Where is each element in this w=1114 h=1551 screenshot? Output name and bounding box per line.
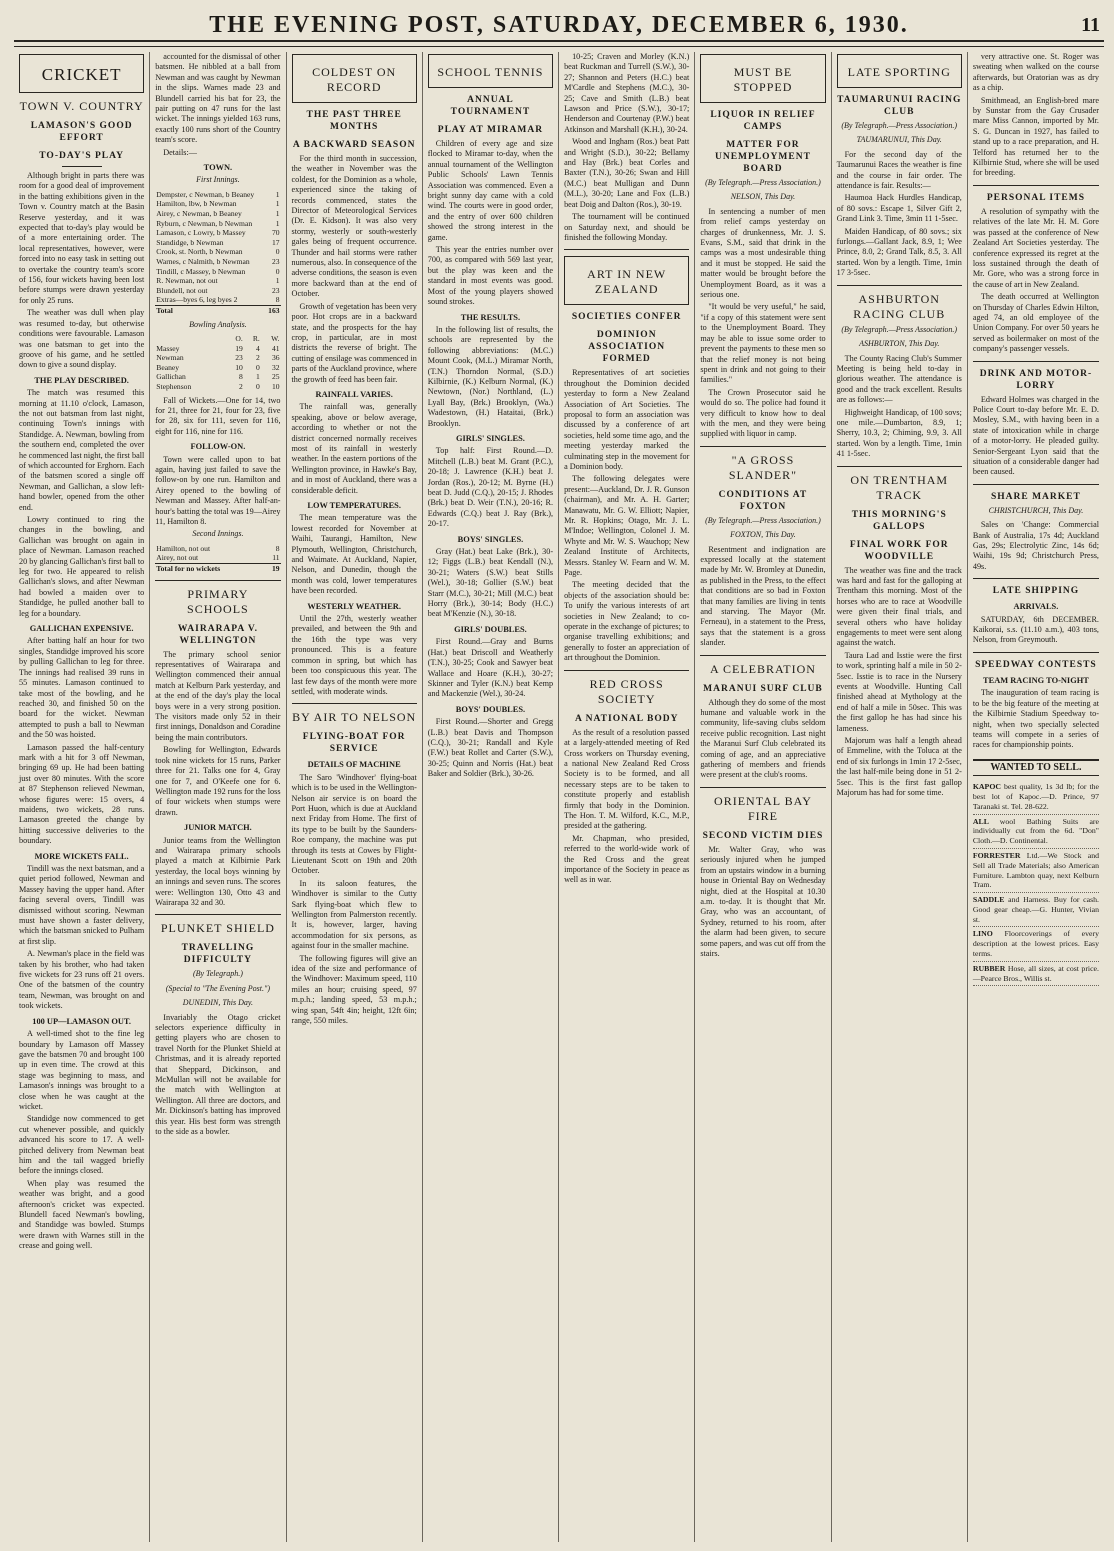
subheadline: THE PAST THREE MONTHS <box>306 110 402 132</box>
section-heading: GIRLS' SINGLES. <box>455 433 525 443</box>
divider <box>700 787 825 788</box>
classifieds-heading: WANTED TO SELL. <box>973 759 1099 776</box>
telegraph-credit: (By Telegraph.—Press Association.) <box>705 515 821 525</box>
table-cell: Gallichan <box>156 372 186 382</box>
section-heading: THE RESULTS. <box>460 312 521 322</box>
table-cell: 1 <box>275 276 280 286</box>
dateline: FOXTON, This Day. <box>730 530 796 540</box>
paragraph: A resolution of sympathy with the relatives of the late Mr. H. M. Gore was passed at the conference of New Zealand Art Societies yesterday. The conference expressed its regret at the loss sustained through the death of Mr. Gore, who was a strong force in the cause of art in New Zealand. <box>972 206 1099 289</box>
total-value: 19 <box>265 564 281 574</box>
paragraph: The Crown Prosecutor said he would do so. The police had found it very difficult to know how to deal with the men, and they were being supplied with liquor in camp. <box>700 387 826 439</box>
headline: COLDEST ON RECORD <box>312 65 397 94</box>
headline: ON TRENTHAM TRACK <box>850 472 949 502</box>
article-personal-items <box>973 192 1099 355</box>
ad-keyword: SADDLE <box>972 895 1009 905</box>
telegraph-credit: (By Telegraph.—Press Association.) <box>705 178 821 187</box>
paragraph: Invariably the Otago cricket selectors experience difficulty in getting players who are chosen to travel North for the Plunket Shield at Christmas, and it is already reported that Sheppard, Dickinson, and McMullan will not be available for the match with Wellington at Wellington. All three are doctors, and Mr. Dickinson's batting has improved this year. His best form was strength to the side as a bowler. <box>155 1012 281 1137</box>
paragraph: In its saloon features, the Windhover is similar to the Cutty Sark flying-boat which flew to Wellington from Palmerston recently. It is, however, larger, having accommodation for six persons, as against four in the smaller machine. <box>291 878 417 951</box>
table-cell: Hamilton, lbw, b Newman <box>156 199 237 209</box>
table-cell: 23 <box>235 353 243 363</box>
column-5 <box>559 52 695 1542</box>
table-cell: 23 <box>271 257 280 267</box>
scorecard-row <box>155 219 280 229</box>
subheadline: TRAVELLING DIFFICULTY <box>181 943 255 966</box>
paragraph: Majorum was half a length ahead of Emmeline, with the Toluca at the end of six furlongs in 1min 17 2-5sec, the last half-mile being done in 51 2-5sec. This is the first fast gallop Majorum has had for some time. <box>836 736 962 798</box>
paragraph: The rainfall was, generally speaking, above or below average, according to whether or not the district concerned normally receives most of its rainfall in westerly weather. In the eastern portions of the Wellington province, in Hawke's Bay, and in most of Auckland, there was a considerable deficit. <box>291 402 417 495</box>
article-must-be-stopped <box>700 54 825 440</box>
subheadline: WAIRARAPA V. WELLINGTON <box>177 623 258 646</box>
paragraph: Resentment and indignation are expressed locally at the statement made by Mr. W. Bromley at Dunedin, as published in the Press, to the effect that conditions are so bad in Foxton that many families are living in tents and starving. The Mayor (Mr. Ferneau), in a statement to the Press, says that the statement is a gross slander. <box>700 544 826 648</box>
paragraph: As the result of a resolution passed at a largely-attended meeting of Red Cross workers on Thursday evening, a national New Zealand Red Cross Society is to be formed, and all necessary steps are to be taken to constitute properly and establish firmly that body in the Dominion. The Hon. T. M. Wilford, K.C., M.P., presided at the gathering. <box>564 727 690 831</box>
headline: ORIENTAL BAY FIRE <box>714 793 812 823</box>
article-late-sporting <box>837 54 962 279</box>
innings-label: Second Innings. <box>192 529 244 539</box>
table-cell: 2 <box>256 353 260 363</box>
section-heading: THE PLAY DESCRIBED. <box>34 375 129 385</box>
divider <box>973 484 1099 485</box>
subheadline: FINAL WORK FOR WOODVILLE <box>849 539 949 562</box>
paragraph: Although they do some of the most humane and valuable work in the community, life-saving clubs seldom receive public recognition. Last night the Maranui Surf Club celebrated its coming of age, and an appreciative gathering of members and friends were present at the club's rooms. <box>700 697 826 780</box>
headline: LATE SPORTING <box>847 65 951 79</box>
headline-box <box>564 256 689 305</box>
headline: SCHOOL TENNIS <box>437 65 544 79</box>
paragraph: SATURDAY, 6th DECEMBER. Kaikorai, s.s. (11.10 a.m.), 403 tons, Nelson, from Greymouth. <box>972 614 1099 645</box>
divider <box>973 185 1099 186</box>
paragraph: In the following list of results, the schools are represented by the following abbreviations: (M.C.) Mount Cook, (M.L.) Miramar North, (T.N.) Thorndon Normal, (S.D.) Kilbirnie, (K.) Kelburn Normal, (K.) Newtown, (Nor.) Northland, (L.) Lyall Bay, (Brk.) Brooklyn, (Wa.) Wadestown, (H.) Hataitai, (Brk.) Brooklyn. <box>427 324 554 428</box>
table-cell: Newman <box>156 353 184 363</box>
subheadline: PLAY AT MIRAMAR <box>437 125 544 135</box>
article-trentham-track <box>837 473 962 799</box>
divider <box>973 361 1099 362</box>
table-cell: 19 <box>235 343 243 353</box>
section-heading: BOYS' DOUBLES. <box>455 704 526 714</box>
section-heading: GIRLS' DOUBLES. <box>454 624 527 634</box>
subheadline: MATTER FOR UNEMPLOYMENT BOARD <box>715 140 811 174</box>
paragraph: The inauguration of team racing is to be the big feature of the meeting at the Kilbirnie Stadium Speedway to-night, when two specially selected teams will compete in a series of races for championship points. <box>972 688 1099 750</box>
paragraph: Top half: First Round.—D. Mitchell (L.B.) beat M. Grant (P.C.), 20-18; J. Lawrence (K.H.) beat J. Jordan (Ros.), 20-12; M. Byrne (H.) beat D. Judd (C.Q.), 20-15; J. Rhodes (Brk.) beat D. Weir (T.N.), 20-16; R. Edwards (C.Q.) beat J. Ray (Brk.), 20-17. <box>427 446 554 529</box>
paragraph: The weather was dull when play was resumed to-day, but otherwise conditions were favourable. Lamason was one batsman to get into the groove of his game, and he settled down to give a sound display. <box>19 308 145 370</box>
innings-label: First Innings. <box>196 175 240 185</box>
table-cell: 0 <box>256 381 260 391</box>
subheadline: MARANUI SURF CLUB <box>703 683 823 694</box>
table-header-cell: O. <box>235 334 243 343</box>
article-coldest-on-record <box>292 54 417 697</box>
divider <box>700 655 825 656</box>
paragraph: Haumoa Hack Hurdles Handicap, of 80 sovs.: Escape 1, Silver Gift 2, Grand Link 3. Time, 3min 11 1-5sec. <box>836 193 962 224</box>
headline: DRINK AND MOTOR-LORRY <box>979 368 1093 391</box>
table-cell: 8 <box>275 295 280 305</box>
subheadline: TO-DAY'S PLAY <box>39 151 124 161</box>
paragraph: Details:— <box>163 147 197 157</box>
subheadline: TOWN V. COUNTRY <box>19 99 144 113</box>
subheadline: SECOND VICTIM DIES <box>702 830 824 841</box>
paragraph: Lamason passed the half-century mark with a hit for 3 off Newman, bringing 69 up. He had been batting just over 80 minutes. With the score at 87 Stephenson relieved Newman, whose figures were: 15 overs, 4 maidens, two wickets, 28 runs. Lamason greeted the change by hitting successive deliveries to the boundary. <box>19 742 145 846</box>
table-cell: Ryburn, c Newman, b Newman <box>156 218 253 228</box>
article-drink-and-motor-lorry <box>973 368 1099 478</box>
scorecard-table <box>155 190 280 316</box>
table-cell: 4 <box>256 343 260 353</box>
section-heading: JUNIOR MATCH. <box>184 823 252 833</box>
paragraph: For the second day of the Taumarunui Races the weather is fine and the course in fair order. The attendance is fair. Results:— <box>836 149 962 191</box>
divider <box>973 652 1099 653</box>
ad-text: Floorcoverings of every description at the lowest prices. Easy terms. <box>972 929 1099 959</box>
telegraph-credit: (Special to "The Evening Post.") <box>165 983 271 993</box>
paragraph: In sentencing a number of men from relief camps yesterday on charges of drunkenness, Mr. J. S. Evans, S.M., said that drink in the camps was a most undesirable thing and it must be stopped. He said the matter would be brought before the Unemployment Board, as it was a serious one. <box>700 206 826 300</box>
section-heading: WESTERLY WEATHER. <box>307 601 401 611</box>
section-heading: LOW TEMPERATURES. <box>307 501 401 510</box>
subheadline: FLYING-BOAT FOR SERVICE <box>302 732 406 755</box>
column-2 <box>150 52 286 1542</box>
scorecard-row <box>155 228 280 238</box>
paragraph: Junior teams from the Wellington and Wairarapa primary schools played a match at Kilbirnie Park yesterday, the local boys winning by an innings and seven runs. The scores were: Wellington 130, Otto 43 and Wairarapa 32 and 30. <box>155 835 281 907</box>
headline: CRICKET <box>41 65 122 84</box>
scorecard-row <box>155 276 280 286</box>
classified-ad <box>973 927 1099 961</box>
article-cricket <box>19 54 144 1252</box>
divider <box>837 285 962 286</box>
scorecard-row <box>155 238 280 248</box>
bowling-row <box>155 344 280 354</box>
paragraph: For the third month in succession, the weather in November was the coldest, for the Dominion as a whole, experienced since the taking of records commenced, states the Director of Meteorological Services (Dr. E. Kidson). It was also very stormy, westerly or south-westerly gales being of frequent occurrence. Thunder and hail storms were rather numerous, also. In consequence of the adverse conditions, the season is even more backward than at the end of October. <box>291 154 417 299</box>
subheadline: THIS MORNING'S GALLOPS <box>851 509 947 532</box>
subheadline: TAUMARUNUI RACING CLUB <box>837 95 962 117</box>
paragraph: Standidge now commenced to get cut whenever possible, and quickly advanced his score to 17. A well-pitched delivery from Newman beat him and the tail wagged briefly before the innings closed. <box>19 1114 145 1176</box>
table-cell: 36 <box>271 353 280 363</box>
scorecard-row <box>155 553 280 563</box>
table-cell: 8 <box>275 543 280 553</box>
divider <box>564 670 689 671</box>
headline-box <box>700 54 825 103</box>
dateline: TAUMARUNUI, This Day. <box>856 135 942 145</box>
table-cell: Stephenson <box>156 381 192 391</box>
table-cell: 1 <box>275 209 280 219</box>
headline: SPEEDWAY CONTESTS <box>975 659 1097 670</box>
headline: ART IN NEW ZEALAND <box>587 267 667 297</box>
table-cell: 2 <box>238 381 243 391</box>
column-3 <box>287 52 423 1542</box>
bowling-table <box>155 334 280 392</box>
paragraph: Until the 27th, westerly weather prevailed, and between the 9th and the 16th the type was very pronounced. This is a feature common in spring, but which has been too conspicuous this year. The last few days of the month were more settled, with moderate winds. <box>291 614 417 696</box>
paragraph: accounted for the dismissal of other batsmen. He nibbled at a ball from Newman and was caught by Newman in the slips. Warnes made 23 and Blundell carried his bat for 23, the pair putting on 47 runs for the last wicket. The innings yielded 163 runs, exactly 100 runs short of the Country team's score. <box>155 52 281 145</box>
divider <box>700 446 825 447</box>
table-cell: Blundell, not out <box>156 285 208 295</box>
paragraph: Taura Lad and Isstie were the first to work, sprinting half a mile in 50 2-5sec. Isstie is to race in the Nursery events at Woodville. Hunting Call finished ahead at Mythology at the end of half a mile in 50sec. This was the first gallop he has had since his lameness. <box>836 650 962 733</box>
bowling-heading: Bowling Analysis. <box>189 319 247 329</box>
article-speedway-contests <box>973 659 1099 751</box>
ad-text: Hose, all sizes, at cost price.—Pearce Bros., Willis st. <box>972 963 1099 983</box>
total-value: 163 <box>266 306 281 316</box>
second-innings-table <box>155 544 280 574</box>
classified-ad <box>973 849 1099 893</box>
subheadline: SOCIETIES CONFER <box>571 312 682 323</box>
paragraph: The Saro 'Windhover' flying-boat which is to be used in the Wellington-Nelson air service is on board the Port Huon, which is due at Auckland next Friday from Home. The first of its type to be built by the Saunders-Roe company, the machine was put through its tests at Cowes by Flight-Lieutenant Scott on 19th and 20th October. <box>291 772 417 876</box>
table-cell: 70 <box>271 228 280 238</box>
table-cell: 41 <box>271 343 280 353</box>
table-cell: 17 <box>271 237 280 247</box>
table-cell: R. Newman, not out <box>156 276 218 286</box>
ad-text: and Harness. Buy for cash. Good gear cheap.—G. Hunter, Vivian st. <box>972 895 1099 924</box>
dateline: DUNEDIN, This Day. <box>182 998 254 1008</box>
article-school-tennis <box>428 54 553 780</box>
table-cell: Crook, st. North, b Newman <box>156 247 243 257</box>
table-cell: 8 <box>238 372 243 382</box>
headline: LATE SHIPPING <box>992 586 1080 597</box>
ad-text: wool Bathing Suits are individually cut from the 6d. "Don" Cloth.—D. Continental. <box>972 816 1099 846</box>
bowling-row <box>155 372 280 382</box>
scorecard-row <box>155 247 280 257</box>
subheadline: CONDITIONS AT FOXTON <box>718 489 808 512</box>
paragraph: Highweight Handicap, of 100 sovs; one mile.—Dumbarton, 8.9, 1; Sherry, 10.3, 2; Chiming, 9.9, 3. All started. Won by a length. Time, 1min 41 1-5sec. <box>836 407 962 459</box>
headline: SHARE MARKET <box>990 491 1081 502</box>
paragraph: Gray (Hat.) beat Lake (Brk.), 30-12; Figgs (L.B.) beat Kendall (N.), 30-21; Waters (S.W.) beat Stills (Wel.), 30-18; Gollier (S.W.) beat Starr (M.C.), 30-21; Mill (M.C.) beat Horry (Brk.), 30-14; Body (H.C.) beat M'Kenzie (N.), 30-18. <box>427 547 554 619</box>
table-cell: 32 <box>271 362 280 372</box>
section-heading: BOYS' SINGLES. <box>457 534 524 544</box>
paragraph: Maiden Handicap, of 80 sovs.; six furlongs.—Gallant Jack, 8.9, 1; Wee Prince, 8.0, 2; Grand Talk, 8.5, 3. All started. Won by a length. Time, 1min 17 3-5sec. <box>836 226 962 278</box>
column-4 <box>423 52 559 1542</box>
paragraph: Sales on 'Change: Commercial Bank of Australia, 17s 4d; Auckland Gas, 29s; Electrolytic Zinc, 14s 6d; Waihi, 19s 9d; Christchurch Press, 49s. <box>972 520 1099 571</box>
article-racing-continued <box>973 52 1099 179</box>
headline: RED CROSS SOCIETY <box>589 676 664 706</box>
table-cell: 25 <box>271 372 280 382</box>
paragraph: The tournament will be continued on Saturday next, and should be finished the following Monday. <box>564 212 690 242</box>
subheadline: A NATIONAL BODY <box>574 713 679 724</box>
paragraph: Mr. Chapman, who presided, referred to the world-wide work of the Red Cross and the great importance of the Society in peace as well as in war. <box>564 833 690 885</box>
article-tennis-continued <box>564 52 689 243</box>
column-8 <box>968 52 1104 1542</box>
table-header-cell: W. <box>271 334 280 343</box>
section-heading: GALLICHAN EXPENSIVE. <box>29 624 134 634</box>
ad-keyword: LINO <box>972 929 1005 939</box>
ad-keyword: RUBBER <box>972 963 1008 973</box>
total-label: Total <box>155 306 265 316</box>
table-cell: Warnes, c Nalmith, b Newman <box>156 257 250 267</box>
paragraph: Children of every age and size flocked to Miramar to-day, when the annual tournament of the Wellington Public Schools' Lawn Tennis Association was commenced. Even a bright sunny day came with a cold wind. The courts were in good order, and the entry of over 600 children showed the strong interest in the game. <box>427 139 554 242</box>
masthead-rule <box>14 46 1104 47</box>
dateline: CHRISTCHURCH, This Day. <box>988 505 1084 515</box>
headline-box <box>428 54 553 88</box>
scorecard-row <box>155 544 280 554</box>
headline: PRIMARY SCHOOLS <box>187 586 249 616</box>
ad-text: Ltd.—We Stock and Sell all Trade Materials; also American Furniture. Lambton quay, next Kelburn Tram. <box>972 850 1099 890</box>
table-cell: Massey <box>156 343 180 353</box>
masthead <box>14 8 1104 42</box>
table-header-cell: R. <box>252 334 260 343</box>
classified-ad <box>973 815 1099 849</box>
section-heading: DETAILS OF MACHINE <box>307 760 401 770</box>
table-cell: Standidge, b Newman <box>156 237 224 247</box>
telegraph-credit: (By Telegraph.—Press Association.) <box>841 121 958 130</box>
paragraph: The meeting decided that the objects of the association should be: To unify the various interests of art societies in New Zealand; to co-operate in the exchange of pictures; to organise travelling exhibitions; and generally to foster an appreciation of art throughout the Dominion. <box>564 580 690 663</box>
ad-keyword: FORRESTER <box>972 850 1027 860</box>
section-heading: FOLLOW-ON. <box>190 442 246 452</box>
paragraph: "It would be very useful," he said, "if a copy of this statement were sent to the Unemployment Board. They may be able to issue some order to prevent the payments to these men so that the relief money is not being spent in drink and not going to their families." <box>700 302 826 385</box>
section-heading: TOWN. <box>203 163 233 173</box>
divider <box>973 578 1099 579</box>
subheadline: ANNUAL TOURNAMENT <box>450 95 531 117</box>
classified-ads-list <box>973 780 1099 986</box>
paragraph: Town were called upon to bat again, having just failed to save the follow-on by one run. Hamilton and Airey opened to the bowling of Newman and Massey. After half-an-hour's batting the total was 19—Airey 11, Hamilton 8. <box>155 454 281 527</box>
paragraph: The primary school senior representatives of Wairarapa and Wellington commenced their annual match at Kelburn Park yesterday, and at the end of the day's play the local boys were in a very strong position. The visitors made only 52 in their first innings, Donaldson and Coradine being the main contributors. <box>155 649 281 742</box>
column-7 <box>832 52 968 1542</box>
section-heading: MORE WICKETS FALL. <box>34 851 129 861</box>
headline: ASHBURTON RACING CLUB <box>853 291 946 321</box>
subheadline: LAMASON'S GOOD EFFORT <box>30 121 133 143</box>
paragraph: Fall of Wickets.—One for 14, two for 21, three for 21, four for 23, five for 28, six for 111, seven for 116, eight for 116, nine for 116. <box>155 395 281 436</box>
divider <box>62 166 102 167</box>
bowling-row <box>155 382 280 392</box>
divider <box>564 249 689 250</box>
table-cell: Tindill, c Massey, b Newman <box>156 266 246 276</box>
article-art-in-new-zealand <box>564 256 689 663</box>
telegraph-credit: (By Telegraph.—Press Association.) <box>841 324 958 334</box>
table-cell: 1 <box>275 189 280 199</box>
scorecard-row <box>155 286 280 296</box>
article-air-to-nelson <box>292 710 417 1026</box>
paragraph: A well-timed shot to the fine leg boundary by Lamason off Massey gave the batsmen 70 and brought 100 up in even time. The crowd at this stage was beginning to mass, and Lamason's innings was brought to a close when he was caught at the wicket. <box>19 1029 145 1111</box>
scorecard-total-row <box>155 306 280 316</box>
table-cell: Airey, not out <box>156 553 199 563</box>
classified-ad <box>973 962 1099 987</box>
dateline: NELSON, This Day. <box>730 192 796 202</box>
paragraph: Growth of vegetation has been very poor. Hot crops are in a backward state, and the prospects for the hay crop, in particular, are in most districts the reverse of bright. The cutting of ensilage was commenced in parts of the Auckland province, where the growth of feed has been fair. <box>291 301 417 384</box>
section-heading: TEAM RACING TO-NIGHT <box>983 675 1089 685</box>
headline: "A GROSS SLANDER" <box>728 452 798 482</box>
paragraph: The County Racing Club's Summer Meeting is being held to-day in glorious weather. The attendance is good and the track excellent. Results are as follows:— <box>836 353 962 405</box>
table-cell: 11 <box>272 553 280 563</box>
page-number: 11 <box>1081 14 1100 36</box>
ad-text: best quality, 1s 3d lb; for the best lot of Kapoc.—D. Prince, 97 Taranaki st. Tel. 28-622. <box>972 782 1099 811</box>
table-cell: Lamason, c Lowry, b Massey <box>156 228 246 238</box>
scorecard-row <box>155 295 280 305</box>
classified-ad <box>973 780 1099 814</box>
bowling-row <box>155 353 280 363</box>
paragraph: Wood and Ingham (Ros.) beat Patt and Wright (S.D.), 30-22; Bellamy and Hay (Brk.) beat Corles and Baxter (T.N.), 30-26; Swan and Hill (M.C.) beat Mulligan and Dunn (M.L.), 30-20; Lane and Fox (L.B.) beat Doig and Dalton (Ros.), 30-19. <box>564 137 690 209</box>
paragraph: Mr. Walter Gray, who was seriously injured when he jumped from an upstairs window in a burning house in Oriental Bay on Wednesday night, died at the Hospital at 10.30 a.m. to-day. It is thought that Mr. Gray, who was an accountant, of Sydney, returned to his room, after the alarm had been given, to secure some papers, and was cut off from the stairs. <box>700 844 826 958</box>
subheadline: DOMINION ASSOCIATION FORMED <box>588 330 666 365</box>
bowling-row <box>155 363 280 373</box>
paragraph: The following delegates were present:—Auckland, Dr. J. R. Gunson (chairman), and Mr. A. H. Garter; Manawatu, Mr. G. W. Elliott; Napier, Mr. R. Hopkins; Otago, Mr. J. L. M'Indoe; Wellington, Colonel J. M. Whyte and Mr. W. S. Wauchop; New Zealand Institute of Architects, Messrs. Stanley W. Fearn and W. M. Page. <box>564 474 690 578</box>
paragraph: Although bright in parts there was room for a good deal of improvement in the batting exhibitions given in the Town v. Country match at the Basin Reserve yesterday, and it was expected that to-day's play would be of a more entertaining order. The local representatives, however, were forced into no easy task in setting out to overtake the country team's score of 156, four wickets having been lost before stumps were drawn yesterday for only 25 runs. <box>19 171 145 305</box>
section-heading: RAINFALL VARIES. <box>315 389 393 399</box>
total-label: Total for no wickets <box>155 564 264 574</box>
paragraph: Bowling for Wellington, Edwards took nine wickets for 15 runs, Parker three for 21. Talks one for 4, Gray one for 7, and O'Keefe one for 6. Wellington made 192 runs for the loss of four wickets when stumps were drawn. <box>155 745 281 817</box>
article-cricket-continued <box>155 52 280 574</box>
table-cell: 10 <box>271 381 280 391</box>
headline: MUST BE STOPPED <box>733 65 793 94</box>
paragraph: First Round.—Shorter and Gregg (L.B.) beat Davis and Thompson (C.Q.), 30-21; Randall and Kyle (F.W.) beat Rollet and Carter (S.W.), 30-25; Quinn and Norris (Hat.) beat Baker and Soldier (Brk.), 30-26. <box>427 717 554 779</box>
table-cell: Airey, c Newman, b Beaney <box>156 209 242 219</box>
table-cell: 0 <box>275 266 280 276</box>
subheadline: A BACKWARD SEASON <box>292 140 416 150</box>
paragraph: Lowry continued to ring the changes in the bowling, and Gallichan was brought on again in place of Newman. Lamason reached 20 by glancing Gallichan's first ball to leg for two. He appeared to relish Gallichan's slows, and after Newman had bowled a maiden over to Standidge, he pulled another ball to leg for a boundary. <box>19 515 145 618</box>
scorecard-row <box>155 267 280 277</box>
table-cell: 0 <box>275 247 280 257</box>
table-header-cell <box>155 334 225 344</box>
table-cell: 1 <box>275 218 280 228</box>
headline: PLUNKET SHIELD <box>160 921 275 936</box>
article-share-market <box>973 491 1099 572</box>
paragraph: The mean temperature was the lowest recorded for November at Waihi, Taurangi, Hamilton, New Plymouth, Wellington, Christchurch, and Waimate. At Auckland, Napier, Nelson, and Dunedin, though the month was cold, lower temperatures have been recorded. <box>291 513 417 596</box>
paragraph: Smithmead, an English-bred mare by Sunstar from the Gay Crusader mare Miss Cannon, imported by Mr. S. G. Duncan in 1927, has failed to stand up to a race preparation, and H. Telford has returned her to the Kilbirnie Stud, where she will be used for breeding. <box>972 95 1099 178</box>
headline: BY AIR TO NELSON <box>292 710 417 725</box>
divider <box>155 580 280 581</box>
table-cell: Extras—byes 6, leg byes 2 <box>156 295 238 305</box>
table-cell: 10 <box>235 362 243 372</box>
headline-box <box>292 54 417 103</box>
divider <box>292 703 417 704</box>
paragraph: Representatives of art societies throughout the Dominion decided yesterday to form a New Zealand Association of Art Societies. The proposal to form an association was discussed by a conference of art societies, held some time ago, and the meeting yesterday marked the culminating step in the movement for a Dominion body. <box>564 368 690 471</box>
newspaper-title: THE EVENING POST, SATURDAY, DECEMBER 6, 1930. <box>209 12 909 38</box>
paragraph: The match was resumed this morning at 11.10 o'clock, Lamason, the not out batsman from last night, continuing Town's innings with Standidge. A. Newman, bowling from the southern end, completed the over he commenced last night, the first ball of which accounted for Erghorn. Each of the batsmen scored a single off Newman, and Gallichan, a slow left-hand bowler, opened from the other end. <box>19 388 145 512</box>
paragraph: very attractive one. St. Roger was sweating when walked on the course afterwards, but Oratorian was as dry as a chip. <box>972 52 1099 93</box>
bowling-header-row <box>155 334 280 344</box>
paragraph: The following figures will give an idea of the size and performance of the Windhover: Maximum speed, 110 miles an hour; cruising speed, 97 m.p.h.; landing speed, 53 m.p.h.; wing span, 54ft 4in; height, 12ft 6in; range, 550 miles. <box>291 953 417 1026</box>
scorecard-row <box>155 209 280 219</box>
article-gross-slander <box>700 453 825 649</box>
newspaper-columns <box>14 52 1104 1542</box>
classified-ad <box>973 893 1099 927</box>
scorecard-row <box>155 199 280 209</box>
telegraph-credit: (By Telegraph.) <box>192 969 243 979</box>
paragraph: This year the entries number over 700, as compared with 569 last year, but the play was keen and the standard in most events was good. Most of the young players showed sound strokes. <box>427 245 554 307</box>
paragraph: 10-25; Craven and Morley (K.N.) beat Ruckman and Turrell (S.W.), 30-27; Shannon and Peters (H.C.) beat M'Cardle and Stephens (M.C.), 30-25; Cave and Smith (L.B.) beat Lawson and Price (S.W.), 30-17; Henderson and Courtenay (P.W.) beat Atkinson and Marshall (K.H.), 30-24. <box>564 52 690 134</box>
article-celebration <box>700 662 825 781</box>
table-cell: 1 <box>275 199 280 209</box>
subheadline: LIQUOR IN RELIEF CAMPS <box>710 110 816 132</box>
ad-keyword: KAPOC <box>972 782 1004 792</box>
table-cell: 1 <box>256 372 260 382</box>
divider <box>837 466 962 467</box>
second-innings-total-row <box>155 564 280 574</box>
headline: A CELEBRATION <box>709 661 816 676</box>
article-ashburton-racing <box>837 292 962 460</box>
section-heading: ARRIVALS. <box>1013 602 1059 612</box>
paragraph: When play was resumed the weather was bright, and a good afternoon's cricket was expected. Blundell faced Newman's bowling, and Standidge was bowled. Stumps were drawn with Warnes still in the crease and going well. <box>19 1178 145 1251</box>
paragraph: Edward Holmes was charged in the Police Court to-day before Mr. E. D. Mosley, S.M., with having been in a state of intoxication while in charge of a motor-lorry. He pleaded guilty. Senior-Sergeant Lyon said that the situation of a considerable danger had been caused. <box>972 394 1099 477</box>
paragraph: The weather was fine and the track was hard and fast for the galloping at Trentham this morning. Most of the horses who are to race at Woodville were given their final trials, and several others who have holiday engagements to meet were sent along against the watch. <box>836 565 962 648</box>
article-primary-schools <box>155 587 280 909</box>
table-cell: Beaney <box>156 362 180 372</box>
article-late-shipping <box>973 585 1099 646</box>
paragraph: Tindill was the next batsman, and a quiet period followed, Newman and Massey having the upper hand. After facing several overs, Tindill was dismissed without scoring. Newman must have shown a faster delivery, which the batsman snicked to Pulham at first slip. <box>19 864 145 946</box>
article-plunket-shield <box>155 921 280 1137</box>
paragraph: First Round.—Gray and Burns (Hat.) beat Driscoll and Weatherly (T.N.), 30-25; Cook and Sawyer beat Wallace and Hoare (K.H.), 30-27; Skinner and Tyler (K.N.) beat Kemp and Mackenzie (Wel.), 30-24. <box>427 637 554 699</box>
headline-box <box>837 54 962 88</box>
column-1 <box>14 52 150 1542</box>
headline: PERSONAL ITEMS <box>986 192 1086 203</box>
section-heading: 100 UP—LAMASON OUT. <box>32 1016 131 1026</box>
scorecard-row <box>155 190 280 200</box>
article-red-cross-society <box>564 677 689 886</box>
table-cell: 23 <box>271 285 280 295</box>
table-cell: Hamilton, not out <box>156 543 211 553</box>
cricket-header-box <box>19 54 144 93</box>
paragraph: A. Newman's place in the field was taken by his brother, who had taken five wickets for 23 runs off 21 overs. One of the batsmen of the country team, Newman, was brought on and took wickets. <box>19 949 145 1011</box>
table-cell: 0 <box>256 362 260 372</box>
column-6 <box>695 52 831 1542</box>
paragraph: The death occurred at Wellington on Thursday of Charles Edwin Hilton, aged 74, an old employee of the Union Company. For over 50 years he served as boilermaker on most of the company's passenger vessels. <box>972 292 1099 354</box>
article-oriental-bay-fire <box>700 794 825 959</box>
ad-keyword: ALL <box>972 816 1000 826</box>
dateline: ASHBURTON, This Day. <box>859 339 940 349</box>
paragraph: After batting half an hour for two singles, Standidge improved his score by pulling Gallichan to leg for three. The innings had realised 39 runs in 55 minutes. Lamason continued to take most of the bowling, and he reached 30, and finished 50 on the board for the wicket. Newman attempted to push a ball to Newman and the 50 was hoisted. <box>19 636 145 740</box>
table-cell: Dempster, c Newman, b Beaney <box>156 189 255 199</box>
scorecard-row <box>155 257 280 267</box>
divider <box>155 914 280 915</box>
